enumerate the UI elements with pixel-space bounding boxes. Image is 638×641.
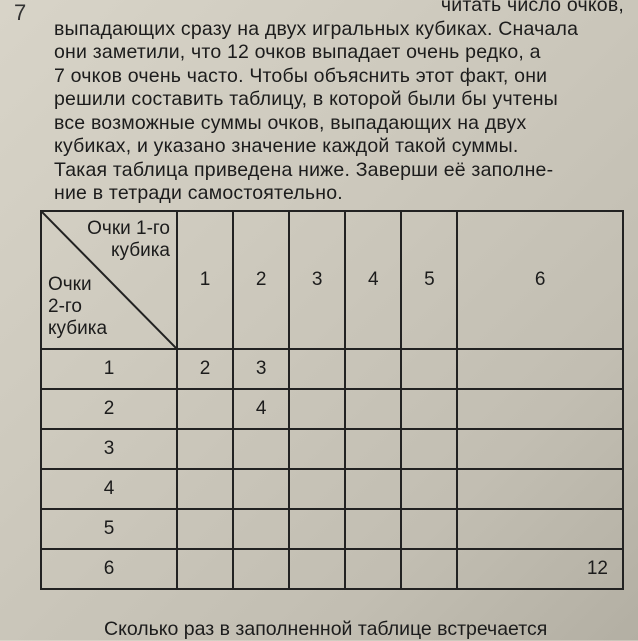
corner-bottom-line: кубика bbox=[48, 318, 108, 339]
margin-mark: 7 bbox=[14, 0, 27, 25]
corner-label-first-die bbox=[87, 218, 170, 262]
table-cell bbox=[233, 429, 289, 469]
table-cell bbox=[345, 469, 401, 509]
text-line: они заметили, что 12 очков выпадает очень редко, а bbox=[54, 41, 541, 63]
table-cell bbox=[177, 429, 233, 469]
table-cell bbox=[289, 509, 345, 549]
table-cell bbox=[457, 389, 623, 429]
table-cell bbox=[289, 549, 345, 589]
table-row bbox=[41, 429, 623, 469]
column-header: 4 bbox=[345, 211, 401, 349]
table-cell bbox=[401, 389, 457, 429]
table-cell bbox=[401, 549, 457, 589]
table-cell bbox=[177, 469, 233, 509]
table-row bbox=[41, 509, 623, 549]
table-cell bbox=[345, 549, 401, 589]
corner-top-line: Очки 1-го bbox=[87, 218, 170, 239]
table-cell bbox=[289, 469, 345, 509]
corner-top-line: кубика bbox=[110, 240, 170, 261]
row-header: 1 bbox=[41, 349, 177, 389]
table-cell bbox=[345, 429, 401, 469]
table-cell bbox=[401, 509, 457, 549]
table-cell bbox=[345, 389, 401, 429]
table-cell bbox=[233, 549, 289, 589]
table-cell bbox=[177, 549, 233, 589]
row-header: 4 bbox=[41, 469, 177, 509]
column-header: 5 bbox=[401, 211, 457, 349]
dice-sum-table bbox=[40, 210, 624, 590]
table-cell bbox=[457, 429, 623, 469]
column-header: 6 bbox=[457, 211, 623, 349]
table-cell bbox=[177, 389, 233, 429]
table-cell bbox=[401, 429, 457, 469]
table-cell bbox=[289, 389, 345, 429]
table-cell bbox=[457, 469, 623, 509]
table-cell: 2 bbox=[177, 349, 233, 389]
table-cell bbox=[233, 509, 289, 549]
table-header-row bbox=[41, 211, 623, 349]
row-header: 3 bbox=[41, 429, 177, 469]
top-partial-text: читать число очков, bbox=[440, 0, 624, 16]
row-header: 5 bbox=[41, 509, 177, 549]
text-line: все возможные суммы очков, выпадающих на двух bbox=[54, 111, 527, 134]
corner-label-second-die bbox=[48, 274, 107, 340]
table-cell bbox=[457, 509, 623, 549]
text-line: выпадающих сразу на двух игральных кубиках. Сначала bbox=[54, 17, 579, 40]
textbook-page bbox=[14, 0, 638, 640]
top-partial-line bbox=[54, 0, 624, 18]
table-cell: 3 bbox=[233, 349, 289, 389]
table-row bbox=[41, 349, 623, 389]
table-cell bbox=[289, 349, 345, 389]
table-row bbox=[41, 389, 623, 429]
table-row bbox=[41, 469, 623, 509]
row-header: 2 bbox=[41, 389, 177, 429]
table-cell: 12 bbox=[457, 549, 623, 589]
table-cell bbox=[233, 469, 289, 509]
column-header: 1 bbox=[177, 211, 233, 349]
table-cell bbox=[345, 349, 401, 389]
text-line: Такая таблица приведена ниже. Заверши её заполне- bbox=[54, 158, 554, 181]
table-cell bbox=[289, 429, 345, 469]
row-header: 6 bbox=[41, 549, 177, 589]
table-cell bbox=[457, 349, 623, 389]
corner-bottom-line: Очки bbox=[48, 274, 92, 295]
column-header: 2 bbox=[233, 211, 289, 349]
text-line: 7 очков очень часто. Чтобы объяснить этот факт, они bbox=[54, 64, 548, 87]
problem-text bbox=[54, 0, 624, 206]
bottom-question-text: Сколько раз в заполненной таблице встречается bbox=[104, 618, 548, 640]
table-corner-cell bbox=[41, 211, 177, 349]
text-line: решили составить таблицу, в которой были бы учтены bbox=[54, 88, 558, 110]
table-cell bbox=[177, 509, 233, 549]
table-row bbox=[41, 549, 623, 589]
table-cell bbox=[345, 509, 401, 549]
text-line: кубиках, и указано значение каждой такой суммы. bbox=[54, 135, 519, 157]
table-cell bbox=[401, 469, 457, 509]
text-line: ние в тетради самостоятельно. bbox=[54, 182, 343, 204]
column-header: 3 bbox=[289, 211, 345, 349]
corner-bottom-line: 2-го bbox=[48, 296, 82, 317]
table-cell: 4 bbox=[233, 389, 289, 429]
table-cell bbox=[401, 349, 457, 389]
